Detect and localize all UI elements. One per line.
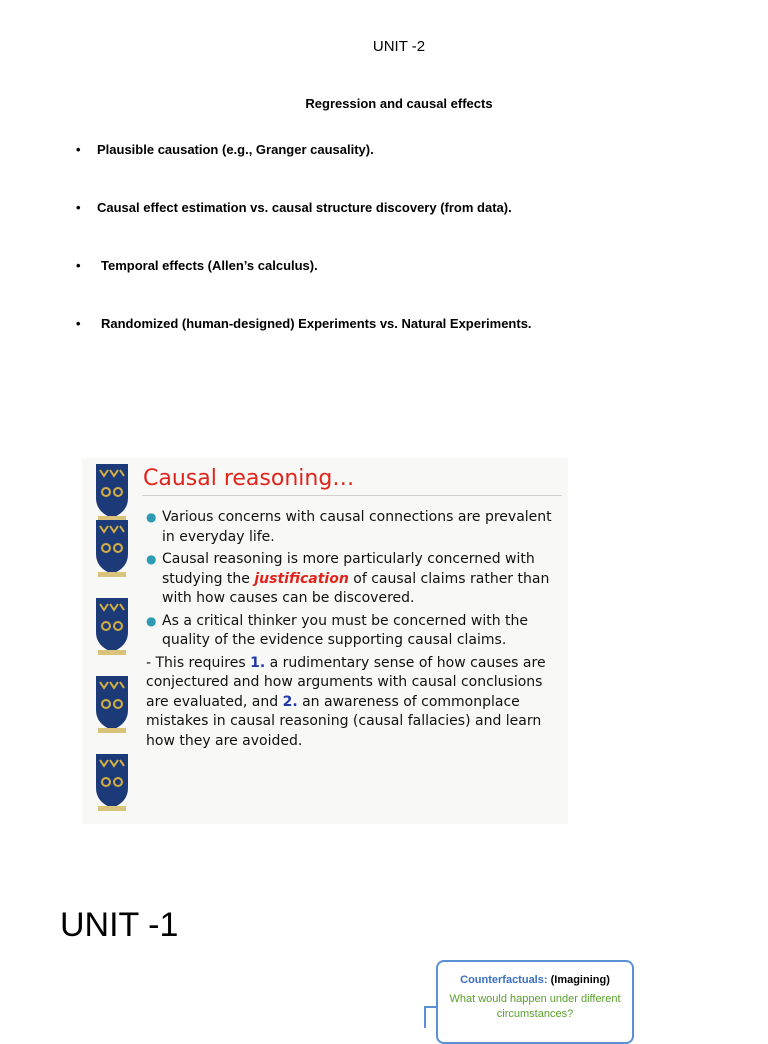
slide-title: Causal reasoning… [143, 466, 355, 491]
slide-bullet-text: As a critical thinker you must be concerned with the quality of the evidence supporting causal claims. [162, 612, 529, 648]
university-crest-icon [92, 516, 132, 578]
counterfactuals-label: Counterfactuals: [460, 974, 548, 986]
number-marker: 2. [282, 693, 298, 710]
counterfactuals-question: What would happen under different circumstances? [449, 993, 621, 1020]
slide-bullet-text: Various concerns with causal connections are prevalent in everyday life. [162, 509, 552, 545]
connector-line [424, 1006, 436, 1028]
slide-bullet [146, 550, 564, 609]
counterfactuals-heading [438, 974, 632, 986]
university-crest-icon [92, 750, 132, 812]
counterfactuals-tag: (Imagining) [550, 974, 610, 986]
unit-heading-large: UNIT -1 [60, 906, 179, 944]
sub-item-text: an awareness of commonplace mistakes in causal reasoning (causal fallacies) and learn how they are avoided. [146, 693, 542, 749]
slide-bullet-text: of causal claims rather than with how causes can be discovered. [162, 570, 550, 606]
sub-item-text: a rudimentary sense of how causes are conjectured and how arguments with causal conclusions are evaluated, and [146, 654, 546, 710]
bullet-dot: • [76, 258, 81, 273]
list-item-text: Temporal effects (Allen’s calculus). [101, 258, 318, 273]
bullet-dot-icon: ● [146, 510, 157, 524]
slide-sub-item [146, 654, 564, 752]
emphasis-justification: justification [254, 570, 349, 587]
unit-title: UNIT -2 [372, 38, 426, 55]
list-item-text: Plausible causation (e.g., Granger causality). [97, 142, 374, 157]
slide-bullet [146, 508, 564, 547]
number-marker: 1. [250, 654, 266, 671]
bullet-dot: • [76, 316, 81, 331]
slide-bullet-text: Causal reasoning is more particularly concerned with studying the [162, 551, 535, 587]
sub-item-text: - This requires [146, 654, 251, 671]
list-item-text: Randomized (human-designed) Experiments vs. Natural Experiments. [101, 316, 532, 331]
bullet-dot-icon: ● [146, 613, 157, 628]
bullet-dot: • [76, 200, 81, 215]
crest-strip [82, 458, 140, 824]
slide-bullet-list [146, 508, 564, 754]
university-crest-icon [92, 594, 132, 656]
university-crest-icon [92, 672, 132, 734]
slide-image [82, 458, 568, 824]
section-subtitle: Regression and causal effects [305, 96, 493, 111]
bullet-dot: • [76, 142, 81, 157]
slide-bullet [146, 612, 564, 651]
title-divider [142, 495, 562, 496]
bullet-dot-icon: ● [146, 552, 157, 566]
university-crest-icon [92, 460, 132, 522]
counterfactuals-box [436, 960, 634, 1044]
list-item-text: Causal effect estimation vs. causal structure discovery (from data). [97, 200, 512, 215]
